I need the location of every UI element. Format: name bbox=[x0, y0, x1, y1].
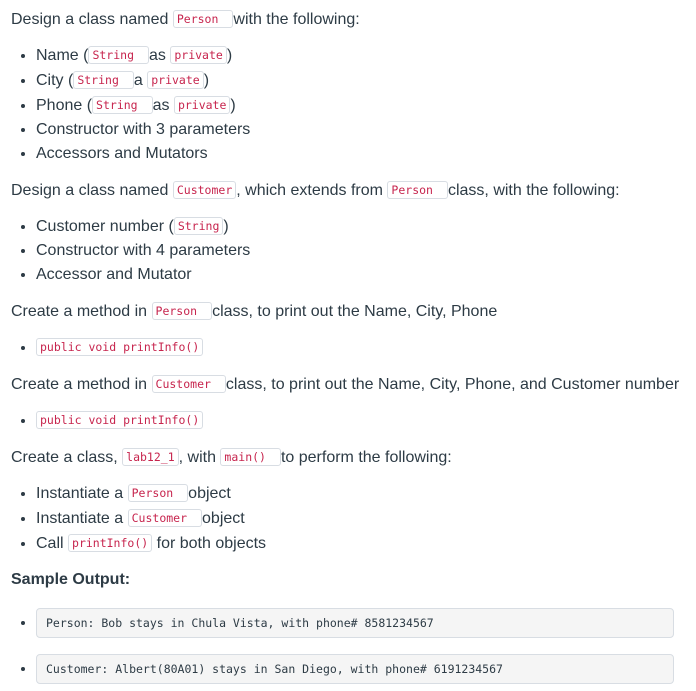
lab-class-code: lab12_1 bbox=[122, 448, 178, 466]
heading-text: with the following: bbox=[233, 11, 360, 28]
person-class-heading bbox=[11, 7, 696, 32]
item-text: Call bbox=[36, 535, 69, 552]
heading-text: class, to print out the Name, City, Phone, and Customer number bbox=[225, 376, 680, 393]
heading-text: class, with the following: bbox=[447, 182, 620, 199]
heading-text: , with bbox=[178, 449, 221, 466]
customer-class-code: Customer bbox=[173, 181, 236, 199]
person-method-list bbox=[11, 335, 696, 360]
item-text: Phone ( bbox=[36, 97, 93, 114]
list-item-call-printinfo bbox=[36, 531, 696, 556]
type-code: String bbox=[92, 96, 153, 114]
customer-class-heading bbox=[11, 178, 696, 203]
main-class-heading bbox=[11, 445, 696, 470]
person-fields-list bbox=[11, 43, 696, 166]
list-item-city bbox=[36, 68, 696, 93]
modifier-code: private bbox=[147, 71, 203, 89]
heading-text: Create a class, bbox=[11, 449, 123, 466]
output-block-person: Person: Bob stays in Chula Vista, with phone# 8581234567 bbox=[36, 608, 674, 638]
method-code: public void printInfo() bbox=[36, 411, 203, 429]
heading-text: to perform the following: bbox=[280, 449, 452, 466]
list-item-name bbox=[36, 43, 696, 68]
person-class-code: Person bbox=[173, 10, 234, 28]
customer-method-heading bbox=[11, 372, 696, 397]
item-text: for both objects bbox=[152, 535, 267, 552]
list-item-accessors: • Accessors and Mutators bbox=[36, 142, 696, 166]
item-text: Name ( bbox=[36, 47, 89, 64]
item-text: ) bbox=[230, 97, 236, 114]
main-steps-list bbox=[11, 481, 696, 556]
heading-text: Create a method in bbox=[11, 303, 152, 320]
list-item-method bbox=[36, 335, 696, 360]
person-class-code: Person bbox=[152, 302, 213, 320]
heading-text: class, to print out the Name, City, Phone bbox=[212, 303, 498, 320]
modifier-code: private bbox=[170, 46, 226, 64]
customer-fields-list bbox=[11, 214, 696, 287]
sample-output-heading: Sample Output: bbox=[11, 571, 131, 588]
customer-class-code: Customer bbox=[128, 509, 202, 527]
item-text: Instantiate a bbox=[36, 485, 128, 502]
method-code: printInfo() bbox=[68, 534, 152, 552]
item-text: Instantiate a bbox=[36, 510, 128, 527]
list-item-phone bbox=[36, 93, 696, 118]
item-text: City ( bbox=[36, 72, 74, 89]
item-text: a bbox=[133, 72, 148, 89]
heading-text: Design a class named bbox=[11, 11, 173, 28]
modifier-code: private bbox=[174, 96, 230, 114]
list-item-instantiate-customer bbox=[36, 506, 696, 531]
list-item-accessor: • Accessor and Mutator bbox=[36, 263, 696, 287]
item-text: ) bbox=[226, 47, 233, 64]
item-text: ) bbox=[223, 218, 229, 235]
item-text: as bbox=[149, 47, 171, 64]
person-method-heading bbox=[11, 299, 696, 324]
spacer bbox=[36, 640, 696, 652]
list-item-constructor: • Constructor with 4 parameters bbox=[36, 239, 696, 263]
customer-class-code: Customer bbox=[152, 375, 226, 393]
list-item-method bbox=[36, 408, 696, 433]
heading-text: , which extends from bbox=[236, 182, 388, 199]
person-class-code: Person bbox=[128, 484, 189, 502]
method-code: public void printInfo() bbox=[36, 338, 203, 356]
list-item-customer-number bbox=[36, 214, 696, 239]
main-method-code: main() bbox=[220, 448, 281, 466]
type-code: String bbox=[73, 71, 134, 89]
sample-output-list bbox=[11, 606, 696, 686]
heading-text: Design a class named bbox=[11, 182, 173, 199]
item-text: object bbox=[202, 510, 245, 527]
sample-output-item bbox=[36, 606, 696, 640]
heading-text: Create a method in bbox=[11, 376, 152, 393]
list-item-constructor: • Constructor with 3 parameters bbox=[36, 118, 696, 142]
item-text: object bbox=[188, 485, 231, 502]
item-text: Customer number ( bbox=[36, 218, 174, 235]
item-text: ) bbox=[203, 72, 210, 89]
customer-method-list bbox=[11, 408, 696, 433]
sample-output-item bbox=[36, 652, 696, 686]
type-code: String bbox=[88, 46, 149, 64]
item-text: as bbox=[152, 97, 174, 114]
person-class-code: Person bbox=[387, 181, 448, 199]
output-block-customer: Customer: Albert(80A01) stays in San Diego, with phone# 6191234567 bbox=[36, 654, 674, 684]
list-item-instantiate-person bbox=[36, 481, 696, 506]
type-code: String bbox=[174, 217, 224, 235]
